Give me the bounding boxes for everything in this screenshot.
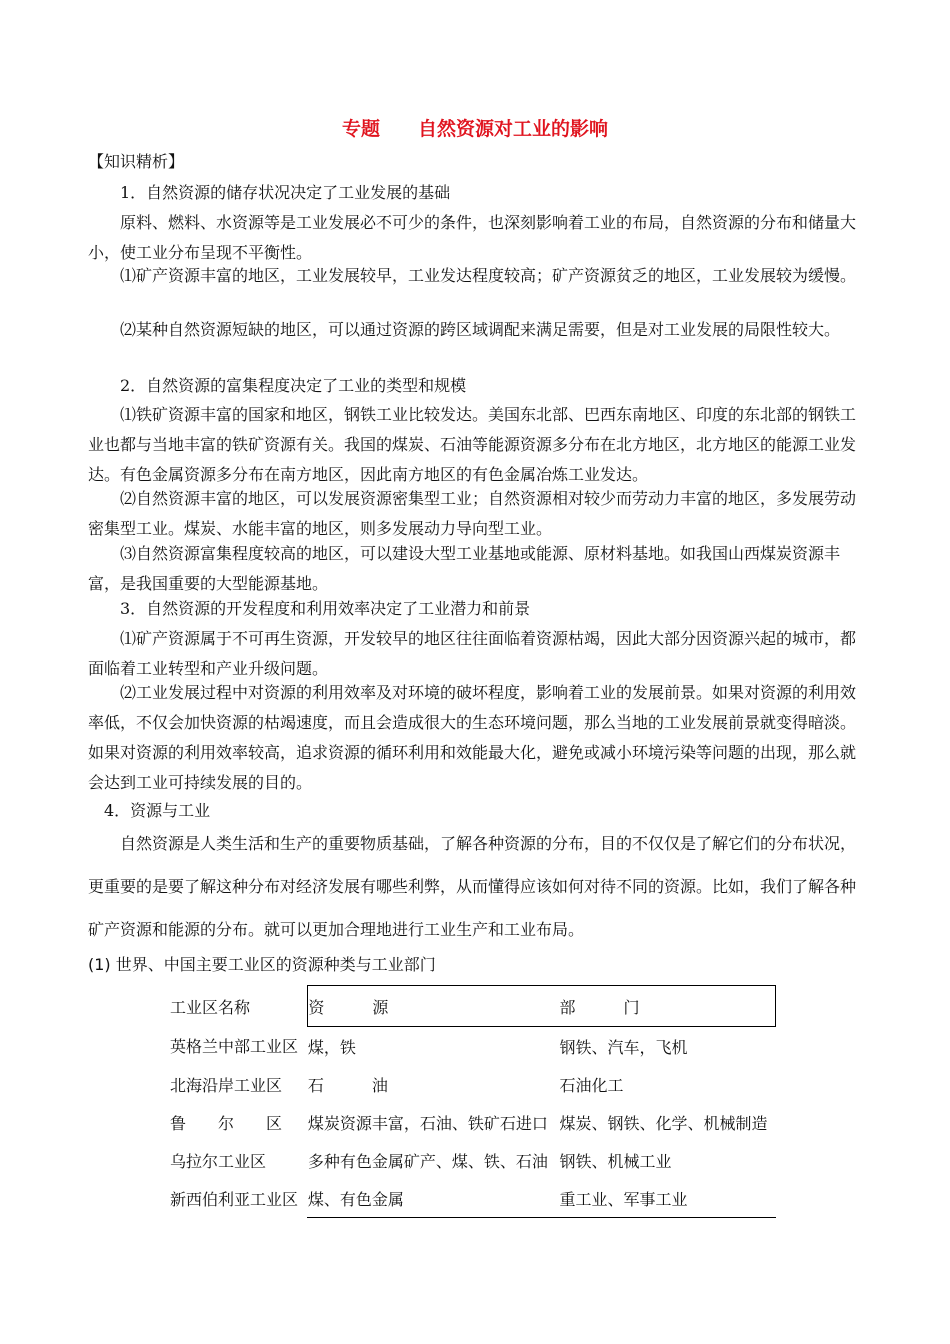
s1-paragraph-1: 原料、燃料、水资源等是工业发展必不可少的条件，也深刻影响着工业的布局，自然资源的分布和储量大小，使工业分布呈现不平衡性。 <box>88 213 857 262</box>
s2-paragraph-3: ⑶自然资源富集程度较高的地区，可以建设大型工业基地或能源、原材料基地。如我国山西煤炭资源丰富，是我国重要的大型能源基地。 <box>88 544 841 593</box>
s4-heading: 4．资源与工业 <box>104 801 211 820</box>
table-row <box>170 1065 776 1103</box>
cell-region: 新西伯利亚工业区 <box>170 1189 299 1209</box>
s4-paragraph-1: 自然资源是人类生活和生产的重要物质基础，了解各种资源的分布，目的不仅仅是了解它们的分布状况，更重要的是要了解这种分布对经济发展有哪些利弊，从而懂得应该如何对待不同的资源。比如，我们了解各种矿产资源和能源的分布。就可以更加合理地进行工业生产和工业布局。 <box>88 834 857 939</box>
cell-sectors: 石油化工 <box>559 1075 624 1095</box>
cell-region: 乌拉尔工业区 <box>170 1151 267 1171</box>
industrial-regions-table <box>170 985 776 1217</box>
cell-resources: 煤、有色金属 <box>307 1189 404 1209</box>
s2-paragraph-1: ⑴铁矿资源丰富的国家和地区，钢铁工业比较发达。美国东北部、巴西东南地区、印度的东北部的钢铁工业也都与当地丰富的铁矿资源有关。我国的煤炭、石油等能源资源多分布在北方地区，北方地区的能源工业发达。有色金属资源多分布在南方地区，因此南方地区的有色金属冶炼工业发达。 <box>88 405 857 484</box>
section-label: 【知识精析】 <box>88 152 185 171</box>
header-region: 工业区名称 <box>170 997 251 1017</box>
s3-paragraph-1: ⑴矿产资源属于不可再生资源，开发较早的地区往往面临着资源枯竭，因此大部分因资源兴起的城市，都面临着工业转型和产业升级问题。 <box>88 629 857 678</box>
s1-paragraph-2: ⑴矿产资源丰富的地区，工业发展较早，工业发达程度较高；矿产资源贫乏的地区，工业发展较为缓慢。 <box>120 266 857 285</box>
cell-resources: 石 油 <box>307 1075 388 1095</box>
table-row <box>170 1179 776 1217</box>
s3-heading: 3．自然资源的开发程度和利用效率决定了工业潜力和前景 <box>120 599 531 618</box>
cell-region: 北海沿岸工业区 <box>170 1075 283 1095</box>
s1-heading: 1．自然资源的储存状况决定了工业发展的基础 <box>120 183 451 202</box>
table-header-row <box>170 986 776 1027</box>
cell-sectors: 重工业、军事工业 <box>559 1189 688 1209</box>
table-row <box>170 1141 776 1179</box>
table-row <box>170 1103 776 1141</box>
cell-sectors: 钢铁、汽车，飞机 <box>559 1037 688 1057</box>
s3-paragraph-2: ⑵工业发展过程中对资源的利用效率及对环境的破坏程度，影响着工业的发展前景。如果对资源的利用效率低，不仅会加快资源的枯竭速度，而且会造成很大的生态环境问题，那么当地的工业发展前景就变得暗淡。如果对资源的利用效率较高，追求资源的循环利用和效能最大化，避免或减小环境污染等问题的出现，那么就会达到工业可持续发展的目的。 <box>88 683 857 792</box>
s2-heading: 2．自然资源的富集程度决定了工业的类型和规模 <box>120 376 467 395</box>
cell-sectors: 煤炭、钢铁、化学、机械制造 <box>559 1113 768 1133</box>
table-bottom-rule <box>307 1217 776 1218</box>
cell-resources: 煤炭资源丰富，石油、铁矿石进口 <box>307 1113 548 1133</box>
cell-resources: 多种有色金属矿产、煤、铁、石油 <box>307 1151 548 1171</box>
cell-region: 鲁 尔 区 <box>170 1113 283 1133</box>
s2-paragraph-2: ⑵自然资源丰富的地区，可以发展资源密集型工业；自然资源相对较少而劳动力丰富的地区，多发展劳动密集型工业。煤炭、水能丰富的地区，则多发展动力导向型工业。 <box>88 489 857 538</box>
table-row <box>170 1027 776 1066</box>
cell-sectors: 钢铁、机械工业 <box>559 1151 672 1171</box>
table-caption: (1) 世界、中国主要工业区的资源种类与工业部门 <box>88 955 436 974</box>
header-sectors: 部 门 <box>560 986 776 1027</box>
cell-region: 英格兰中部工业区 <box>170 1037 299 1057</box>
s1-paragraph-3: ⑵某种自然资源短缺的地区，可以通过资源的跨区域调配来满足需要，但是对工业发展的局限性较大。 <box>120 320 841 339</box>
page-title: 专题 自然资源对工业的影响 <box>341 118 608 140</box>
header-resources: 资 源 <box>308 986 560 1027</box>
cell-resources: 煤，铁 <box>307 1037 356 1057</box>
